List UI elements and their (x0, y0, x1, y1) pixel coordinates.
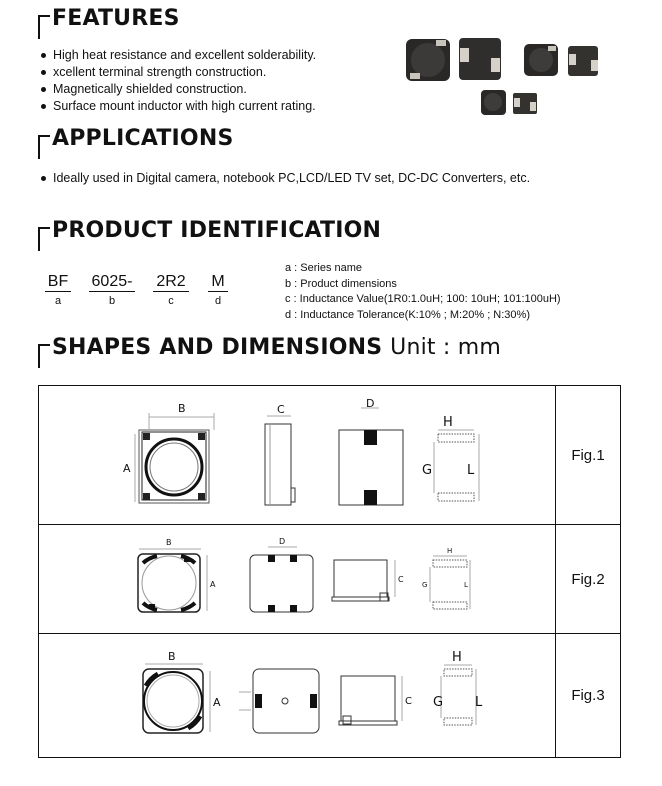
list-item: Magnetically shielded construction. (40, 81, 316, 98)
fig3-drawing-cell (39, 634, 556, 758)
list-item: Surface mount inductor with high current rating. (40, 98, 316, 115)
dim-label-g: G (422, 581, 428, 589)
heading-bracket (38, 227, 50, 251)
dim-label-l: L (475, 695, 483, 710)
legend-line: b : Product dimensions (285, 277, 397, 290)
side-view (265, 416, 295, 505)
list-item: xcellent terminal strength construction. (40, 64, 316, 81)
bottom-view (250, 547, 313, 612)
dim-label-a: A (213, 696, 221, 709)
table-row (39, 525, 621, 634)
legend-line: a : Series name (285, 262, 363, 274)
dim-label-a: A (210, 580, 216, 589)
dim-label-l: L (467, 463, 475, 478)
bottom-view (339, 408, 403, 505)
inductor-photo (406, 39, 450, 81)
dimensions-title (52, 335, 501, 360)
part-label: c (168, 295, 174, 307)
part-code: BF (45, 272, 71, 292)
fig2-drawing (39, 525, 555, 634)
part-code: 6025- (89, 272, 135, 292)
heading-bracket (38, 344, 50, 368)
part-code: M (208, 272, 228, 292)
dim-label-d: D (279, 537, 286, 546)
dim-label-b: B (166, 538, 172, 547)
top-view (143, 664, 210, 733)
table-row (39, 634, 621, 758)
dim-label-b: B (168, 650, 176, 663)
inductor-photo (459, 38, 501, 80)
applications-title: APPLICATIONS (52, 126, 234, 151)
dim-label-h: H (447, 547, 453, 555)
applications-list (40, 170, 530, 187)
inductor-photo (568, 46, 598, 76)
top-view (135, 413, 214, 503)
fig1-drawing (39, 386, 555, 525)
heading-bracket (38, 15, 50, 39)
land-pattern (441, 665, 476, 725)
list-item: High heat resistance and excellent solderability. (40, 47, 316, 64)
fig-label: Fig.3 (556, 634, 621, 758)
part-code-c (153, 272, 189, 308)
dim-label-g: G (433, 695, 444, 710)
part-code-b (89, 272, 135, 308)
list-item: Ideally used in Digital camera, notebook PC,LCD/LED TV set, DC-DC Converters, etc. (40, 170, 530, 187)
part-code-a (45, 272, 71, 308)
legend-line: d : Inductance Tolerance(K:10% ; M:20% ; N:30%) (285, 308, 530, 321)
features-list (40, 47, 316, 115)
dim-label-c: C (405, 696, 412, 707)
fig1-drawing-cell (39, 386, 556, 525)
fig-label: Fig.2 (556, 525, 621, 634)
dim-label-b: B (178, 402, 186, 415)
features-title: FEATURES (52, 6, 180, 31)
bottom-view (239, 669, 319, 733)
part-label: a (54, 295, 62, 307)
identification-title: PRODUCT IDENTIFICATION (52, 218, 382, 243)
inductor-photo (481, 90, 506, 115)
top-view (138, 549, 207, 612)
legend-line: c : Inductance Value(1R0:1.0uH; 100: 10uH; 101:100uH) (285, 293, 561, 305)
dim-label-g: G (422, 463, 433, 478)
identification-legend (285, 261, 561, 323)
inductor-photo (513, 93, 537, 114)
dim-label-c: C (398, 575, 404, 584)
heading-bracket (38, 135, 50, 159)
dim-label-d: D (366, 397, 375, 410)
dim-label-c: C (277, 403, 285, 416)
fig2-drawing-cell (39, 525, 556, 634)
fig-label: Fig.1 (556, 386, 621, 525)
side-view (339, 676, 402, 725)
product-photos (400, 34, 610, 120)
table-row (39, 386, 621, 525)
dim-label-a: A (123, 462, 131, 475)
part-label: d (214, 295, 222, 307)
dimensions-table (38, 385, 621, 758)
side-view (332, 560, 395, 601)
part-code-d (208, 272, 228, 308)
part-label: b (108, 295, 116, 307)
inductor-photo (524, 44, 558, 76)
dim-label-h: H (452, 650, 462, 665)
part-code: 2R2 (153, 272, 189, 292)
unit-label: Unit : mm (390, 335, 501, 360)
fig3-drawing (39, 634, 555, 758)
dimensions-title-text: SHAPES AND DIMENSIONS (52, 335, 383, 360)
dim-label-h: H (443, 415, 453, 430)
dim-label-l: L (464, 581, 468, 589)
